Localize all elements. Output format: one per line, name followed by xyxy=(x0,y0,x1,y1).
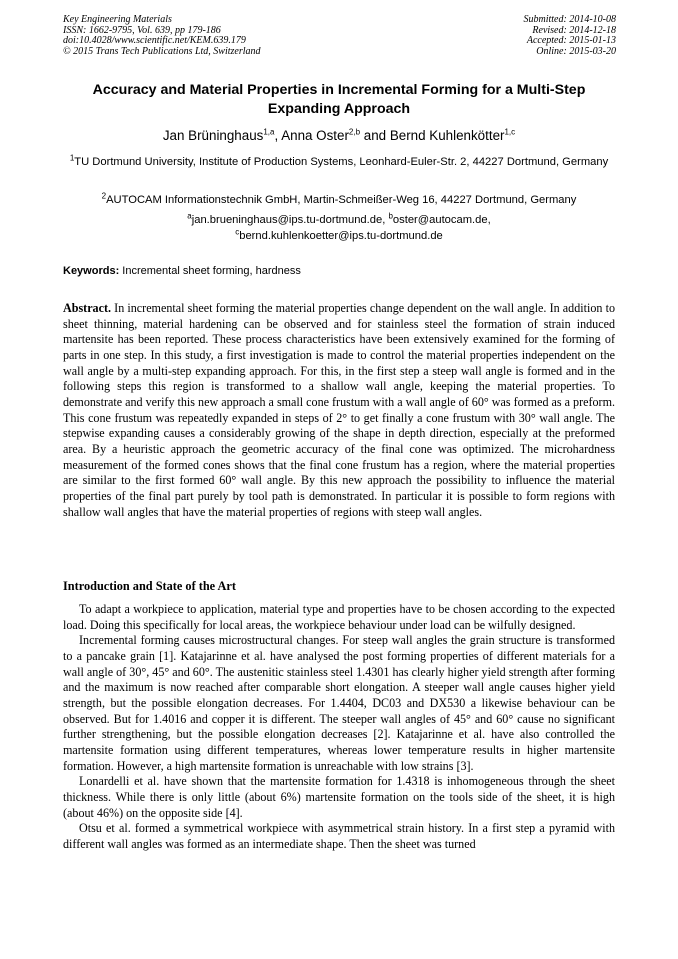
journal-info xyxy=(63,15,261,57)
submitted-date: Submitted: 2014-10-08 xyxy=(523,14,616,25)
online-date: Online: 2015-03-20 xyxy=(536,45,616,57)
email-mark: c xyxy=(235,226,240,236)
introduction-body xyxy=(63,602,615,853)
affiliation-mark: 1 xyxy=(69,153,75,163)
email-mark: a xyxy=(187,211,192,221)
paper-title: Accuracy and Material Properties in Incremental Forming for a Multi-Step Expanding Approach xyxy=(92,82,586,117)
email-mark: b xyxy=(388,211,393,221)
author-emails xyxy=(63,213,615,244)
affiliation-2 xyxy=(63,192,615,208)
submission-dates xyxy=(524,15,617,57)
abstract xyxy=(63,301,615,520)
paragraph: Incremental forming causes microstructural changes. For steep wall angles the grain structure is transformed to a pancake grain [1]. Katajarinne et al. have analysed the post forming properties of different materials for a wall angle of 30°, 45° and 60°. The austenitic stainless steel 1.4301 has clearly higher yield strength after forming and the maximum is now reached after comparable short elongation. A steeper wall angle causes higher yield strength, but the possible elongation decreases. For 1.4404, DC03 and DX530 a likewise behaviour can be observed. But for 1.4016 and copper it is different. The steeper wall angles of 45° and 60° cause no significant further strengthening, but the possible elongation decreases [2]. Katajarinne et al. have also controlled the martensite formation using different temperatures, whereas lower temperature results in higher martensite formation. However, a high martensite formation is unreachable with low strains [3]. xyxy=(63,633,615,773)
journal-doi: doi:10.4028/www.scientific.net/KEM.639.179 xyxy=(63,35,246,47)
abstract-label: Abstract. xyxy=(63,301,112,315)
author-name: Jan Brüninghaus xyxy=(162,128,264,143)
author-affiliation-mark: 1,a xyxy=(263,127,275,137)
revised-date: Revised: 2014-12-18 xyxy=(532,24,616,36)
affiliation-text: TU Dortmund University, Institute of Production Systems, Leonhard-Euler-Str. 2, 44227 Dortmund, Germany xyxy=(74,156,609,168)
author-separator: , xyxy=(274,128,282,143)
accepted-date: Accepted: 2015-01-13 xyxy=(526,35,616,47)
author-list xyxy=(63,128,615,144)
affiliation-text: AUTOCAM Informationstechnik GmbH, Martin-Schmeißer-Weg 16, 44227 Dortmund, Germany xyxy=(106,194,577,206)
author-name: Anna Oster xyxy=(281,128,349,143)
section-heading: Introduction and State of the Art xyxy=(63,579,236,593)
abstract-text: In incremental sheet forming the material properties change dependent on the wall angle. In addition to sheet thinning, material hardening can be observed and for stainless steel the formation of strain induced martensite has been reported. These process characteristics have been extensively examined for the forming of parts in one step. In this study, a first investigation is made to control the material properties independent on the wall angle by a multi-step expanding approach. For this, in the first step a steep wall angle is formed and in the following steps this region is transformed to a shallow wall angle, keeping the material properties. To demonstrate and verify this new approach a small cone frustum with a wall angle of 60° was formed as a preform. This cone frustum was repeatedly expanded in steps of 2° to get finally a cone frustum with 30° wall angle. The stepwise expanding causes a considerably growing of the shape in depth direction, especially at the preformed area. By a heuristic approach the geometric accuracy of the final cone was optimized. The microhardness measurement of the formed cones shows that the final cone frustum has a region, where the material properties are similar to the first formed 60° wall angle. By this new approach the possibility to influence the material properties of the final part purely by tool path is demonstrated. In particular it is possible to form regions with shallow wall angles that have the material properties of regions with steep wall angles. xyxy=(63,301,615,519)
email-separator: , xyxy=(382,214,389,226)
affiliation-1 xyxy=(63,154,615,170)
affiliation-mark: 2 xyxy=(101,191,107,201)
keywords-text: Incremental sheet forming, hardness xyxy=(119,265,301,277)
paragraph: To adapt a workpiece to application, material type and properties have to be chosen according to the expected load. Doing this specifically for local areas, the workpiece behaviour under load can be wilfully designed. xyxy=(63,602,615,632)
paragraph: Lonardelli et al. have shown that the martensite formation for 1.4318 is inhomogeneous through the sheet thickness. While there is only little (about 6%) martensite formation on the tools side of the sheet, it is high (about 46%) on the opposite side [4]. xyxy=(63,774,615,820)
author-affiliation-mark: 1,c xyxy=(504,127,516,137)
email-address: oster@autocam.de, xyxy=(392,214,491,226)
author-separator: and xyxy=(360,128,390,143)
journal-copyright: © 2015 Trans Tech Publications Ltd, Switzerland xyxy=(63,45,261,57)
email-address: bernd.kuhlenkoetter@ips.tu-dortmund.de xyxy=(239,229,443,242)
author-name: Bernd Kuhlenkötter xyxy=(389,128,505,143)
journal-issn: ISSN: 1662-9795, Vol. 639, pp 179-186 xyxy=(63,24,221,36)
author-affiliation-mark: 2,b xyxy=(348,127,361,137)
email-address: jan.brueninghaus@ips.tu-dortmund.de xyxy=(191,214,383,226)
journal-name: Key Engineering Materials xyxy=(63,14,172,25)
keywords xyxy=(63,264,615,278)
keywords-label: Keywords: xyxy=(63,265,120,277)
paragraph: Otsu et al. formed a symmetrical workpiece with asymmetrical strain history. In a first step a pyramid with different wall angles was formed as an intermediate shape. Then the sheet was turned xyxy=(63,821,615,851)
